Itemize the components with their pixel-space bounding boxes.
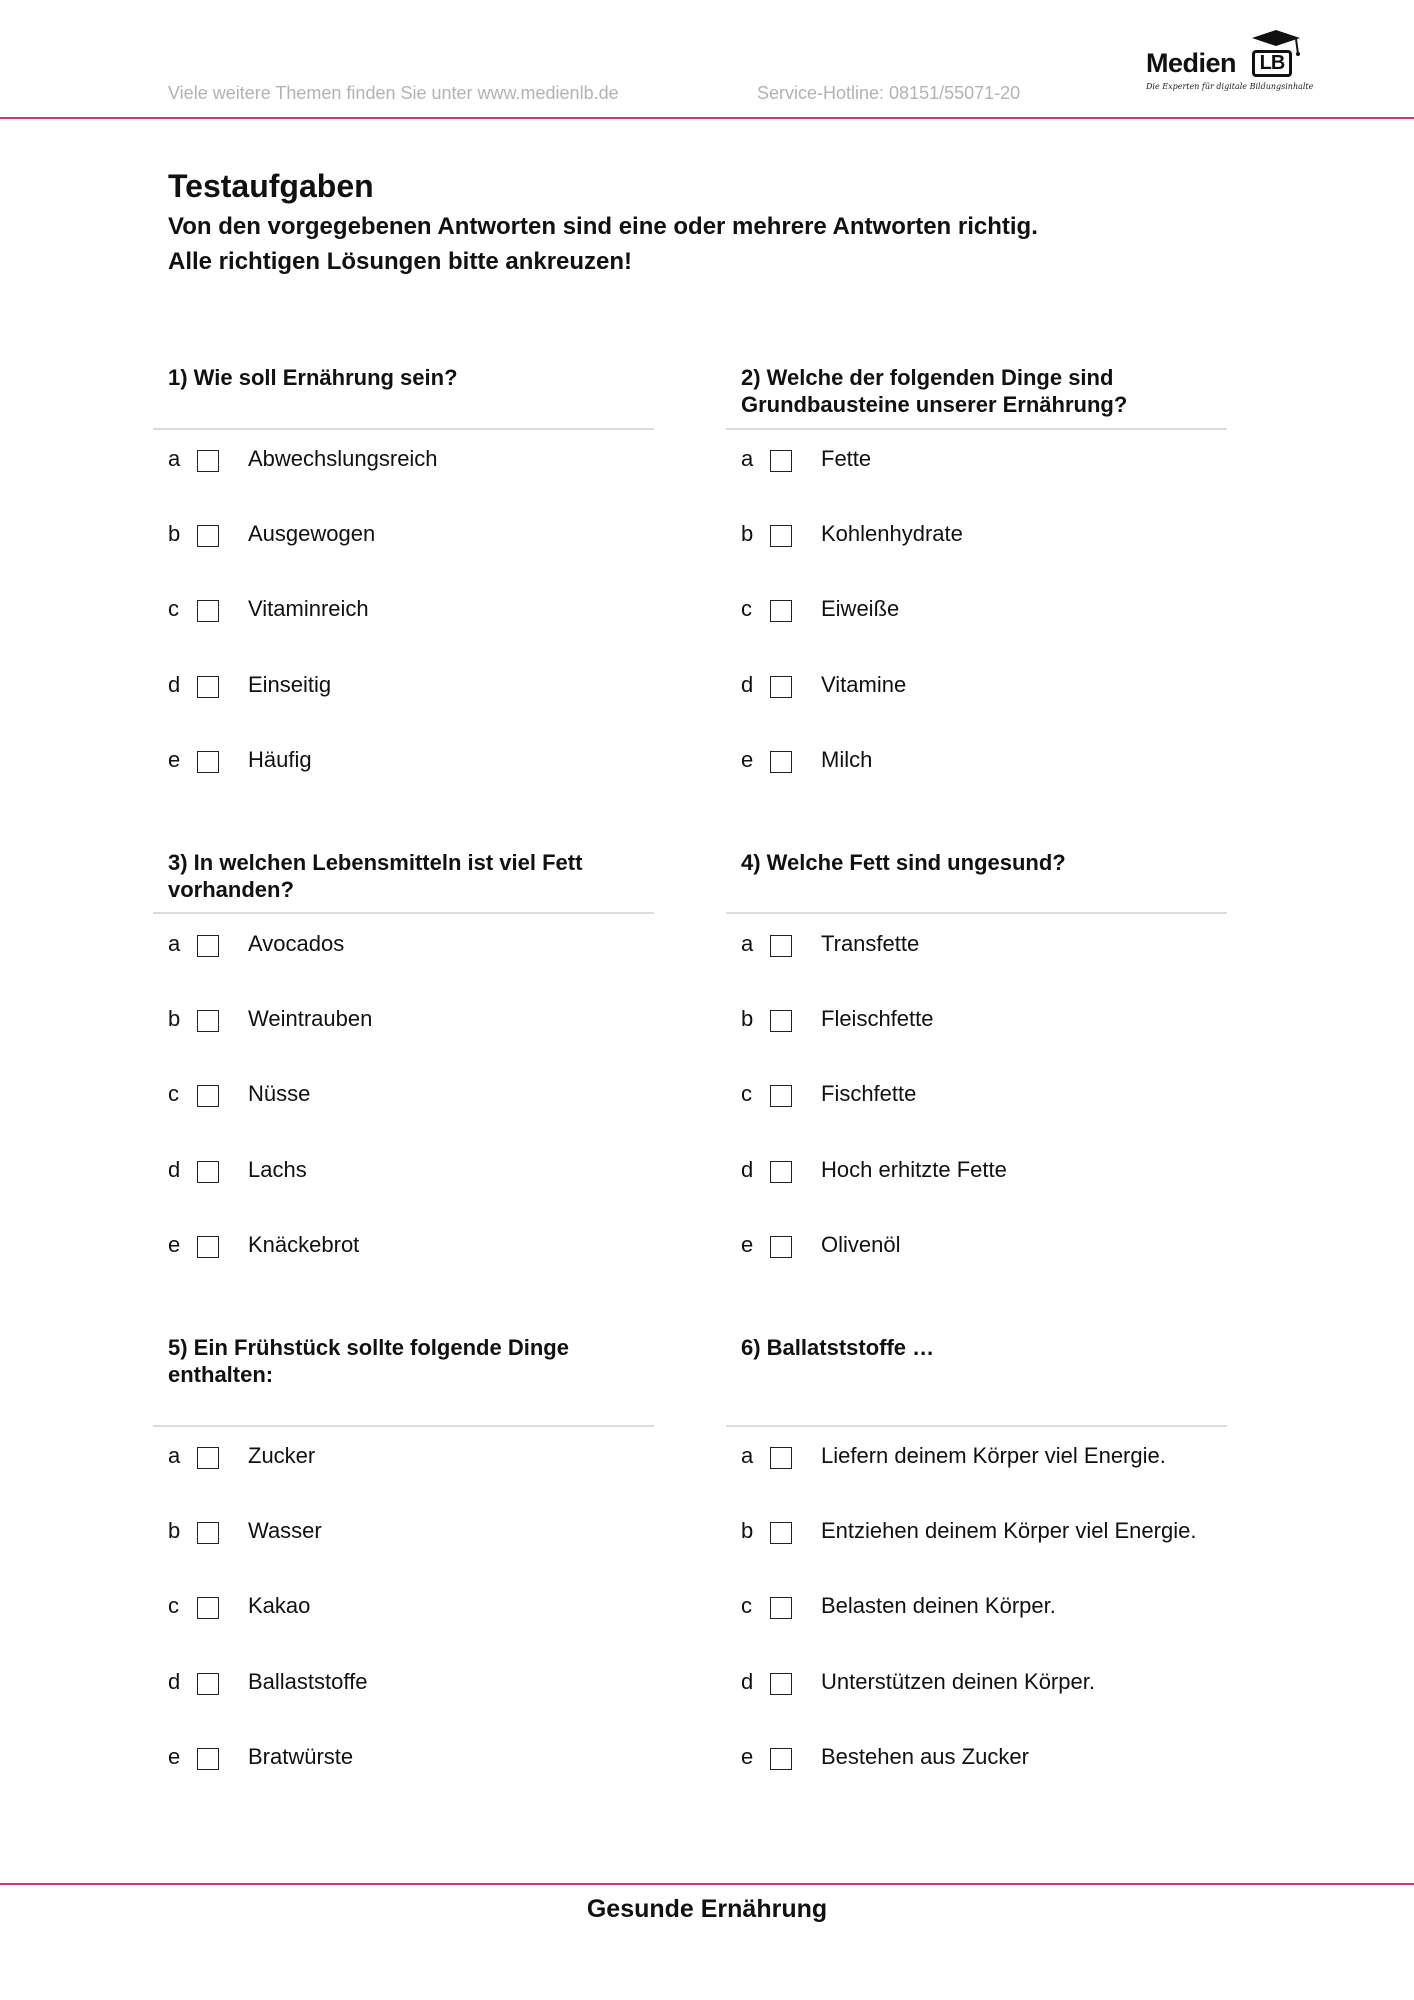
question-1-prompt — [168, 364, 688, 391]
option-letter: e — [741, 1743, 754, 1769]
option-text: Bratwürste — [248, 1743, 354, 1769]
option-text: Bestehen aus Zucker — [821, 1743, 1029, 1769]
instruction-line-1: Von den vorgegebenen Antworten sind eine oder mehrere Antworten richtig. — [168, 213, 1038, 240]
answer-checkbox[interactable] — [770, 751, 792, 773]
question-separator — [153, 428, 654, 430]
medienlb-logo — [1142, 30, 1312, 100]
answer-checkbox[interactable] — [770, 1161, 792, 1183]
question-separator — [153, 1425, 654, 1427]
option-text: Ausgewogen — [248, 521, 376, 547]
logo-word: Medien — [1146, 48, 1237, 78]
option-letter: b — [168, 1006, 181, 1032]
question-separator — [153, 912, 654, 914]
option-text: Wasser — [248, 1518, 322, 1544]
option-text: Lachs — [248, 1156, 307, 1182]
answer-checkbox[interactable] — [197, 1085, 219, 1107]
option-letter: e — [168, 1743, 181, 1769]
option-text: Kakao — [248, 1593, 311, 1619]
option-letter: a — [168, 1443, 181, 1468]
answer-checkbox[interactable] — [197, 1010, 219, 1032]
answer-checkbox[interactable] — [197, 1236, 219, 1258]
question-prompt-line: Grundbausteine unserer Ernährung? — [741, 392, 1128, 417]
question-prompt-line: 2) Welche der folgenden Dinge sind — [741, 365, 1114, 390]
option-text: Häufig — [248, 746, 312, 772]
answer-checkbox[interactable] — [770, 1597, 792, 1619]
option-text: Kohlenhydrate — [821, 521, 963, 547]
header-divider — [0, 117, 1414, 119]
answer-checkbox[interactable] — [770, 1085, 792, 1107]
option-letter: d — [168, 1156, 181, 1182]
option-text: Zucker — [248, 1443, 316, 1468]
logo-badge: LB — [1252, 50, 1292, 77]
answer-checkbox[interactable] — [770, 1010, 792, 1032]
answer-checkbox[interactable] — [197, 751, 219, 773]
question-6-prompt — [741, 1334, 1261, 1361]
option-letter: c — [168, 596, 179, 622]
option-letter: c — [741, 1593, 752, 1619]
option-letter: c — [168, 1081, 179, 1107]
option-letter: b — [741, 1006, 754, 1032]
question-3-prompt — [168, 849, 688, 903]
option-letter: a — [741, 1443, 754, 1468]
answer-checkbox[interactable] — [770, 1522, 792, 1544]
option-text: Belasten deinen Körper. — [821, 1593, 1056, 1619]
question-prompt-line: 4) Welche Fett sind ungesund? — [741, 850, 1066, 875]
question-separator — [726, 428, 1227, 430]
question-prompt-line: enthalten: — [168, 1362, 274, 1387]
header-website-text: Viele weitere Themen finden Sie unter www.medienlb.de — [168, 83, 619, 103]
option-letter: e — [741, 746, 754, 772]
option-letter: d — [168, 671, 181, 697]
option-text: Unterstützen deinen Körper. — [821, 1668, 1095, 1694]
option-text: Fischfette — [821, 1081, 917, 1107]
answer-checkbox[interactable] — [197, 1522, 219, 1544]
answer-checkbox[interactable] — [770, 525, 792, 547]
option-text: Vitaminreich — [248, 596, 369, 622]
option-letter: e — [168, 1231, 181, 1257]
question-prompt-line: 5) Ein Frühstück sollte folgende Dinge — [168, 1335, 569, 1360]
answer-checkbox[interactable] — [770, 676, 792, 698]
option-text: Fleischfette — [821, 1006, 934, 1032]
option-text: Knäckebrot — [248, 1231, 360, 1257]
option-letter: b — [741, 1518, 754, 1544]
option-letter: c — [741, 596, 752, 622]
option-text: Milch — [821, 746, 873, 772]
option-letter: b — [741, 521, 754, 547]
option-text: Weintrauben — [248, 1006, 373, 1032]
option-letter: a — [168, 446, 181, 471]
logo-tagline: Die Experten für digitale Bildungsinhalte — [1146, 82, 1314, 91]
option-letter: a — [168, 931, 181, 956]
question-separator — [726, 1425, 1227, 1427]
option-letter: a — [741, 931, 754, 956]
answer-checkbox[interactable] — [197, 676, 219, 698]
option-letter: a — [741, 446, 754, 471]
question-prompt-line: 3) In welchen Lebensmitteln ist viel Fett — [168, 850, 583, 875]
answer-checkbox[interactable] — [197, 600, 219, 622]
question-5-prompt — [168, 1334, 688, 1388]
option-text: Olivenöl — [821, 1231, 901, 1257]
option-letter: d — [168, 1668, 181, 1694]
option-text: Fette — [821, 446, 872, 471]
question-prompt-line: 1) Wie soll Ernährung sein? — [168, 365, 458, 390]
answer-checkbox[interactable] — [770, 1748, 792, 1770]
option-text: Abwechslungsreich — [248, 446, 438, 471]
option-letter: e — [741, 1231, 754, 1257]
question-separator — [726, 912, 1227, 914]
option-text: Hoch erhitzte Fette — [821, 1156, 1007, 1182]
answer-checkbox[interactable] — [197, 1161, 219, 1183]
option-text: Eiweiße — [821, 596, 900, 622]
option-letter: c — [741, 1081, 752, 1107]
option-letter: c — [168, 1593, 179, 1619]
footer-title: Gesunde Ernährung — [586, 1895, 828, 1923]
question-2-prompt — [741, 364, 1261, 418]
instruction-line-2: Alle richtigen Lösungen bitte ankreuzen! — [168, 248, 633, 275]
option-text: Entziehen deinem Körper viel Energie. — [821, 1518, 1197, 1544]
option-text: Transfette — [821, 931, 920, 956]
answer-checkbox[interactable] — [197, 1748, 219, 1770]
answer-checkbox[interactable] — [197, 935, 219, 957]
option-text: Vitamine — [821, 671, 907, 697]
answer-checkbox[interactable] — [197, 1447, 219, 1469]
answer-checkbox[interactable] — [770, 1673, 792, 1695]
option-letter: d — [741, 671, 754, 697]
question-prompt-line: vorhanden? — [168, 877, 294, 902]
option-text: Ballaststoffe — [248, 1668, 368, 1694]
graduation-cap-icon — [1242, 30, 1302, 56]
answer-checkbox[interactable] — [197, 1673, 219, 1695]
question-prompt-line: 6) Ballatststoffe … — [741, 1335, 935, 1360]
answer-checkbox[interactable] — [770, 600, 792, 622]
answer-checkbox[interactable] — [770, 450, 792, 472]
answer-checkbox[interactable] — [197, 450, 219, 472]
option-text: Nüsse — [248, 1081, 311, 1107]
option-letter: e — [168, 746, 181, 772]
answer-checkbox[interactable] — [770, 1236, 792, 1258]
option-text: Avocados — [248, 931, 345, 956]
option-letter: b — [168, 1518, 181, 1544]
answer-checkbox[interactable] — [197, 1597, 219, 1619]
answer-checkbox[interactable] — [197, 525, 219, 547]
option-text: Einseitig — [248, 671, 332, 697]
header-hotline-text: Service-Hotline: 08151/55071-20 — [757, 83, 1021, 103]
option-letter: d — [741, 1156, 754, 1182]
answer-checkbox[interactable] — [770, 935, 792, 957]
option-text: Liefern deinem Körper viel Energie. — [821, 1443, 1166, 1468]
page-title: Testaufgaben — [168, 168, 374, 204]
option-letter: b — [168, 521, 181, 547]
footer-divider — [0, 1883, 1414, 1885]
answer-checkbox[interactable] — [770, 1447, 792, 1469]
question-4-prompt — [741, 849, 1261, 876]
option-letter: d — [741, 1668, 754, 1694]
